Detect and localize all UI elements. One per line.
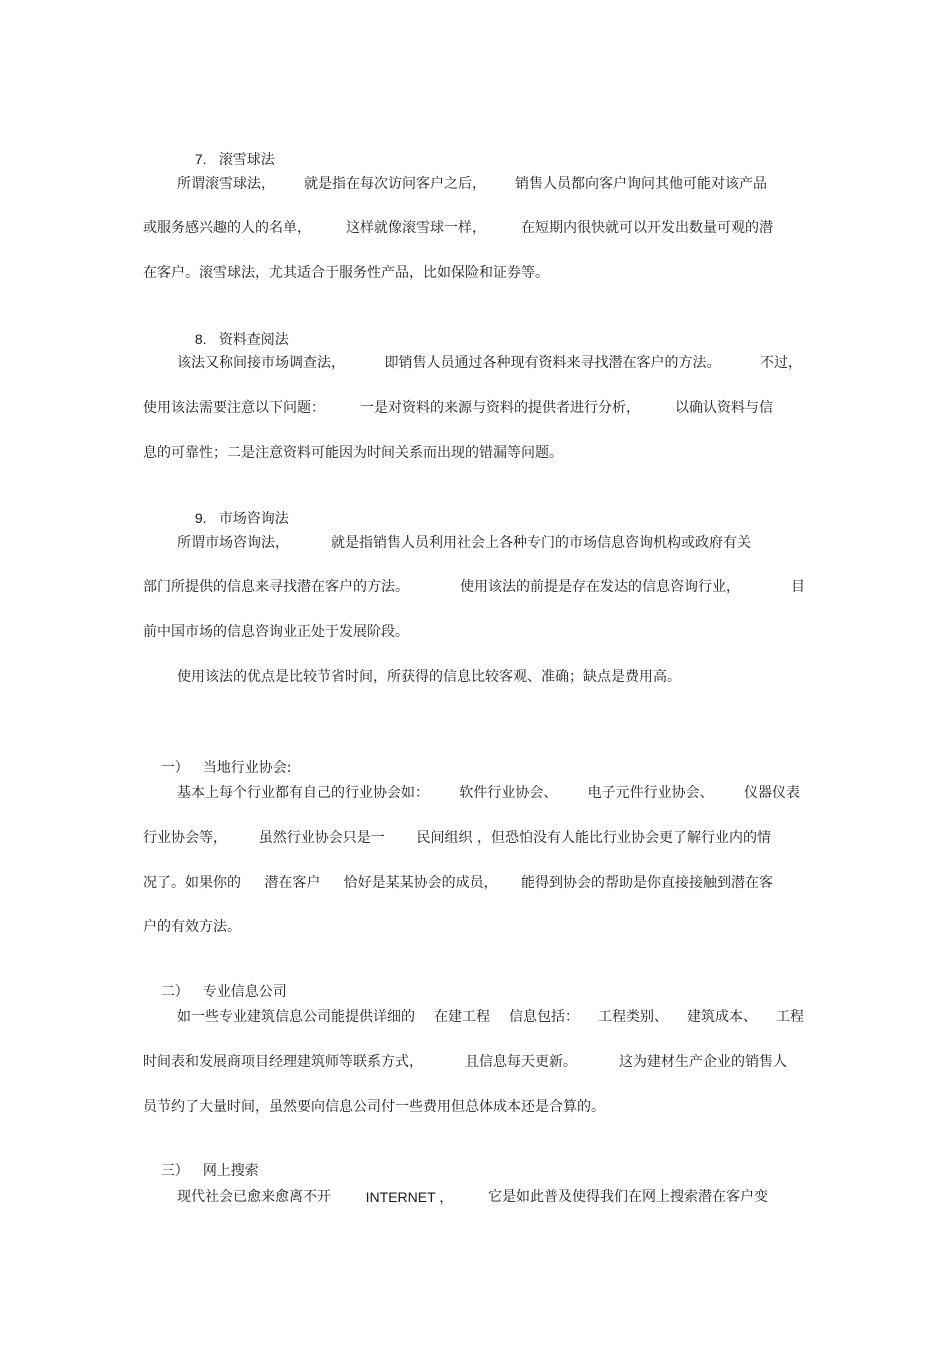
- text-segment: 在短期内很快就可以开发出数量可观的潜: [521, 220, 773, 236]
- text-segment: 所谓滚雪球法，: [177, 176, 275, 192]
- section-title: 滚雪球法: [218, 152, 275, 168]
- text-segment: 工程类别、: [598, 1009, 668, 1025]
- paragraph-line: [143, 218, 773, 238]
- text-segment: 软件行业协会、: [459, 785, 558, 801]
- text-segment: 一是对资料的来源与资料的提供者进行分析，: [360, 400, 640, 416]
- paragraph-line: 员节约了大量时间，虽然要向信息公司付一些费用但总体成本还是合算的。: [143, 1099, 605, 1115]
- paragraph-line: [143, 577, 805, 597]
- subsection-3-heading: [143, 1141, 259, 1179]
- paragraph-line: [143, 1052, 787, 1072]
- paragraph-line: 息的可靠性；二是注意资料可能因为时间关系而出现的错漏等问题。: [143, 445, 563, 461]
- text-segment: 在建工程: [434, 1009, 490, 1025]
- text-segment: 使用该法的前提是存在发达的信息咨询行业，: [460, 579, 740, 595]
- text-segment: 行业协会等，: [143, 830, 227, 846]
- section-8-heading: [177, 309, 289, 348]
- paragraph-line: 户的有效方法。: [143, 919, 241, 935]
- paragraph-line: [143, 828, 771, 848]
- text-segment: 工程: [776, 1009, 804, 1025]
- text-segment: 所谓市场咨询法，: [177, 535, 289, 551]
- text-segment: 现代社会已愈来愈离不开: [177, 1189, 331, 1205]
- section-number: 一）: [160, 760, 189, 776]
- text-segment: 以确认资料与信: [675, 400, 773, 416]
- text-segment: 目: [791, 579, 805, 595]
- section-number: 8.: [194, 331, 207, 347]
- text-segment: 虽然行业协会只是一: [258, 830, 385, 846]
- text-segment: 就是指销售人员利用社会上各种专门的市场信息咨询机构或政府有关: [331, 535, 751, 551]
- text-segment: 不过，: [760, 355, 802, 371]
- section-9-heading: [177, 488, 289, 527]
- paragraph-line: [177, 1007, 804, 1027]
- paragraph-line: 在客户。滚雪球法，尤其适合于服务性产品，比如保险和证券等。: [143, 265, 549, 281]
- text-segment: 恰好是某某协会的成员，: [343, 875, 498, 891]
- text-segment: 建筑成本、: [687, 1009, 757, 1025]
- text-segment: 即销售人员通过各种现有资料来寻找潜在客户的方法。: [384, 355, 721, 371]
- section-title: 网上搜索: [202, 1163, 259, 1179]
- text-segment: 或服务感兴趣的人的名单，: [143, 220, 311, 236]
- paragraph-line: 使用该法的优点是比较节省时间，所获得的信息比较客观、准确；缺点是费用高。: [177, 669, 681, 685]
- text-segment: 这样就像滚雪球一样，: [346, 220, 486, 236]
- paragraph-line: [177, 783, 800, 803]
- paragraph-line: [143, 873, 773, 893]
- paragraph-line: [177, 353, 802, 373]
- paragraph-line: [177, 1187, 768, 1207]
- section-number: 三）: [160, 1163, 189, 1179]
- text-segment: 基本上每个行业都有自己的行业协会如：: [177, 785, 429, 801]
- text-segment: 民间组织 ，但恐怕没有人能比行业协会更了解行业内的情: [416, 830, 771, 846]
- paragraph-line: 前中国市场的信息咨询业正处于发展阶段。: [143, 624, 409, 640]
- section-number: 二）: [160, 984, 189, 1000]
- text-segment: 该法又称间接市场调查法，: [177, 355, 345, 371]
- text-segment: 时间表和发展商项目经理建筑师等联系方式，: [143, 1054, 423, 1070]
- section-number: 9.: [194, 510, 207, 526]
- text-segment: INTERNET ，: [365, 1189, 454, 1205]
- text-segment: 况了。如果你的: [143, 875, 241, 891]
- text-segment: 如一些专业建筑信息公司能提供详细的: [177, 1009, 415, 1025]
- text-segment: 销售人员都向客户询问其他可能对该产品: [515, 176, 767, 192]
- text-segment: 潜在客户: [264, 875, 321, 891]
- paragraph-line: [177, 174, 767, 194]
- section-7-heading: [177, 129, 275, 168]
- text-segment: 就是指在每次访问客户之后，: [304, 176, 486, 192]
- section-number: 7.: [194, 151, 207, 167]
- section-title: 专业信息公司: [202, 984, 287, 1000]
- text-segment: 它是如此普及使得我们在网上搜索潜在客户变: [487, 1189, 768, 1205]
- paragraph-line: [143, 398, 773, 418]
- subsection-2-heading: [143, 962, 287, 1000]
- section-title: 当地行业协会:: [202, 760, 292, 776]
- text-segment: 仪器仪表: [743, 785, 800, 801]
- text-segment: 且信息每天更新。: [465, 1054, 577, 1070]
- paragraph-line: [177, 533, 751, 553]
- text-segment: 这为建材生产企业的销售人: [619, 1054, 787, 1070]
- text-segment: 部门所提供的信息来寻找潜在客户的方法。: [143, 579, 409, 595]
- text-segment: 电子元件行业协会、: [587, 785, 714, 801]
- section-title: 市场咨询法: [218, 511, 289, 527]
- section-title: 资料查阅法: [218, 332, 289, 348]
- text-segment: 能得到协会的帮助是你直接接触到潜在客: [520, 875, 773, 891]
- subsection-1-heading: [143, 738, 292, 776]
- text-segment: 信息包括：: [509, 1009, 579, 1025]
- text-segment: 使用该法需要注意以下问题：: [143, 400, 325, 416]
